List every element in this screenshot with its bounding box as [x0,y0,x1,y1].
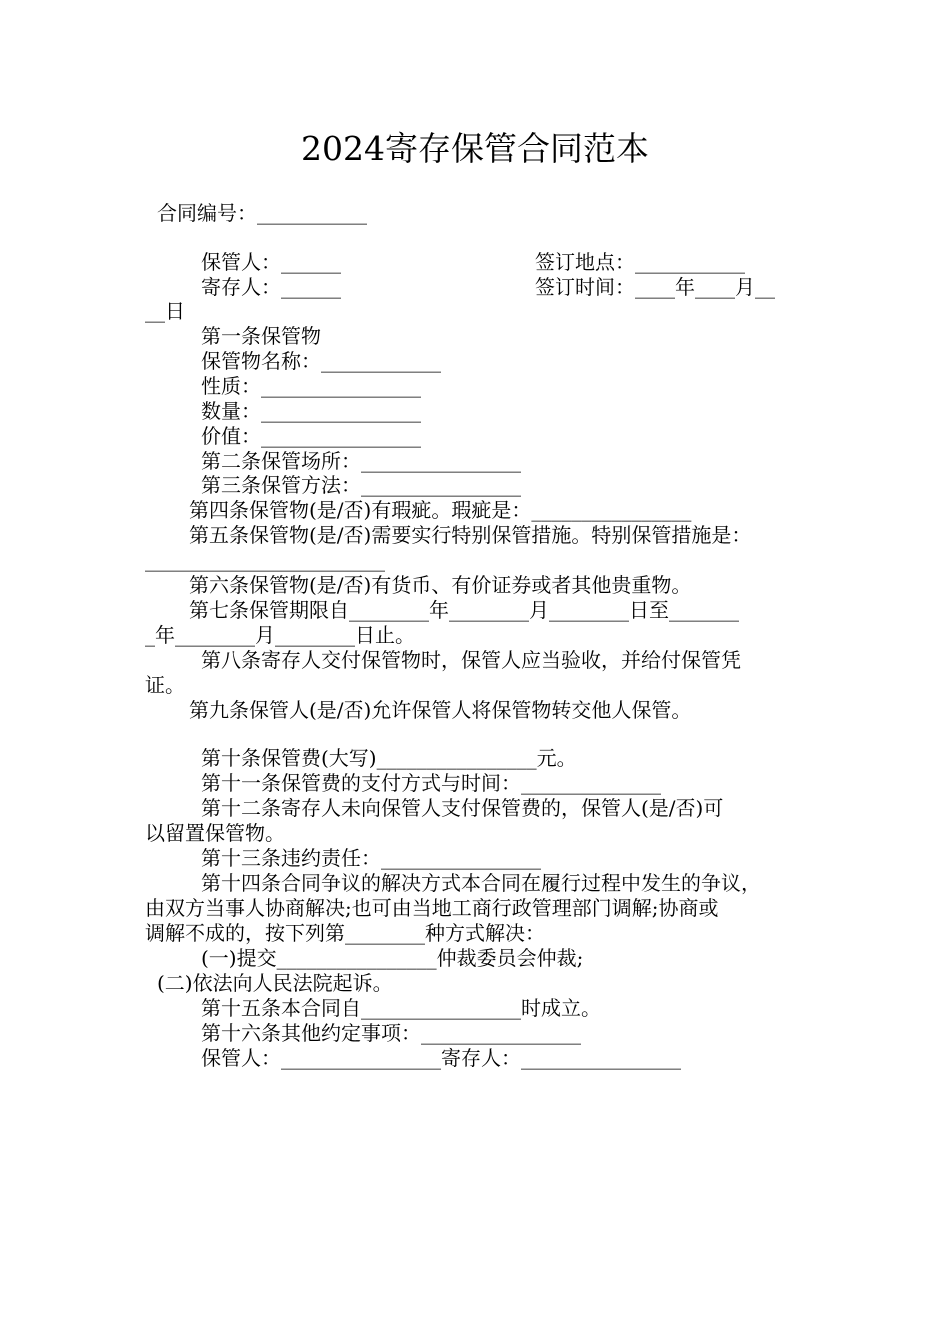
article-5-blank: ________________________ [145,548,385,572]
article-11: 第十一条保管费的支付方式与时间：______________ [201,771,661,795]
article-16: 第十六条其他约定事项：________________ [201,1021,581,1045]
article-8-continued: 证。 [145,673,185,697]
article-10: 第十条保管费(大写)________________元。 [201,746,577,770]
dispute-option-1: (一)提交________________仲裁委员会仲裁; [201,946,584,970]
signing-time-field: 签订时间：____年____月__ [535,275,775,299]
article-7-continued: _年________月________日止。 [145,623,415,647]
article-4: 第四条保管物(是/否)有瑕疵。瑕疵是：________________ [189,498,692,522]
document-title: 2024寄存保管合同范本 [301,129,649,168]
article-2: 第二条保管场所：________________ [201,449,521,473]
signing-place-field: 签订地点：___________ [535,250,745,274]
article-12: 第十二条寄存人未向保管人支付保管费的，保管人(是/否)可 [201,796,724,820]
item-quantity-field: 数量：________________ [201,399,421,423]
contract-number: 合同编号：___________ [157,201,367,225]
article-14-continued-1: 由双方当事人协商解决;也可由当地工商行政管理部门调解;协商或 [145,896,719,920]
custodian-field: 保管人：______ [201,250,341,274]
article-6: 第六条保管物(是/否)有货币、有价证券或者其他贵重物。 [189,573,692,597]
article-1-heading: 第一条保管物 [201,324,321,348]
article-12-continued: 以留置保管物。 [145,821,285,845]
article-14-continued-2: 调解不成的，按下列第________种方式解决： [145,921,545,945]
article-13: 第十三条违约责任：________________ [201,846,541,870]
article-15: 第十五条本合同自________________时成立。 [201,996,601,1020]
article-14: 第十四条合同争议的解决方式本合同在履行过程中发生的争议， [201,871,761,895]
dispute-option-2: (二)依法向人民法院起诉。 [157,971,393,995]
article-5: 第五条保管物(是/否)需要实行特别保管措施。特别保管措施是： [189,523,752,547]
article-7: 第七条保管期限自________年________月________日至_______ [189,598,739,622]
article-3: 第三条保管方法：________________ [201,473,521,497]
signature-line: 保管人：________________寄存人：________________ [201,1046,681,1070]
item-nature-field: 性质：________________ [201,374,421,398]
item-value-field: 价值：________________ [201,424,421,448]
signing-time-day: __日 [145,299,185,323]
article-9: 第九条保管人(是/否)允许保管人将保管物转交他人保管。 [189,698,692,722]
depositor-field: 寄存人：______ [201,275,341,299]
item-name-field: 保管物名称：____________ [201,349,441,373]
article-8: 第八条寄存人交付保管物时，保管人应当验收，并给付保管凭 [201,648,741,672]
